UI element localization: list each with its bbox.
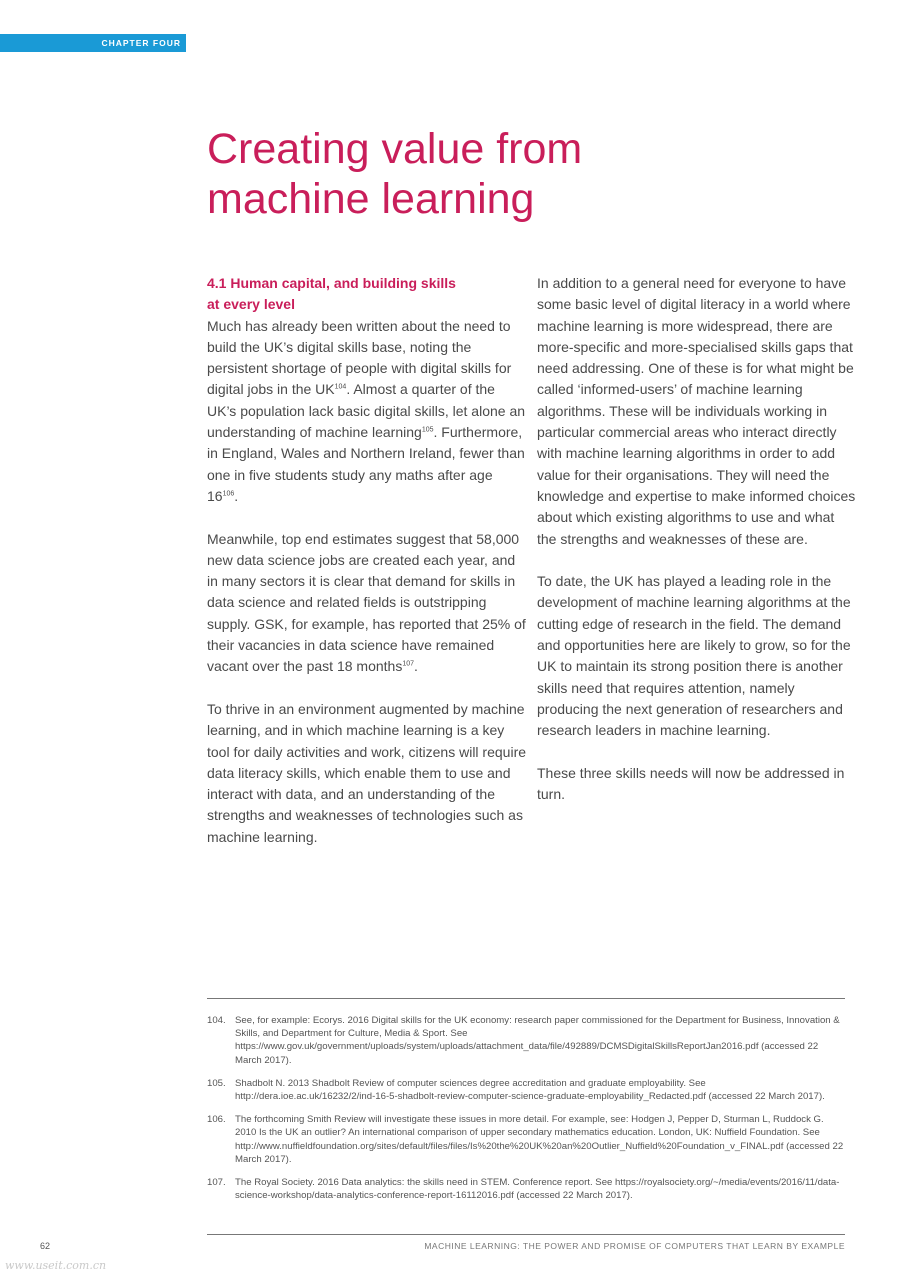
left-column bbox=[207, 273, 527, 869]
paragraph-text: Much has already been written about the need to build the UK’s digital skills base, noting the persistent shortage of people with digital skills for digital jobs in the UK bbox=[207, 317, 512, 398]
paragraph: These three skills needs will now be addressed in turn. bbox=[537, 764, 845, 803]
paragraph: In addition to a general need for everyone to have some basic level of digital literacy in a world where machine learning is more widespread, there are more-specific and more-specialised skills gaps that need addressing. One of these is for what might be called ‘informed-users’ of machine learning algorithms. These will be individuals working in particular commercial areas who interact directly with machine learning algorithms in order to add value for their organisations. They will need the knowledge and expertise to make informed choices about which existing algorithms to use and what the strengths and weaknesses of these are. bbox=[537, 275, 856, 547]
page-title bbox=[207, 124, 827, 224]
footnote bbox=[207, 1077, 847, 1103]
paragraph bbox=[207, 529, 527, 678]
footnote-ref[interactable]: 104 bbox=[334, 383, 347, 391]
section-heading-line: at every level bbox=[207, 296, 295, 313]
footnote-number: 105. bbox=[207, 1077, 226, 1089]
footnote bbox=[207, 1176, 847, 1202]
footnote-divider bbox=[207, 998, 845, 999]
right-column bbox=[537, 273, 857, 827]
section-heading-line: 4.1 Human capital, and building skills bbox=[207, 275, 456, 291]
paragraph-text: . Furthermore, in England, Wales and Northern Ireland, fewer than one in five students study any maths after age 16 bbox=[207, 424, 525, 504]
footnote-number: 106. bbox=[207, 1114, 226, 1126]
page-number: 62 bbox=[40, 1241, 51, 1251]
footnote-number: 104. bbox=[207, 1015, 226, 1026]
paragraph-text: . Almost a quarter of the UK’s population lack basic digital skills, let alone an understanding of machine learning bbox=[207, 381, 526, 441]
title-line: machine learning bbox=[207, 175, 535, 223]
title-line: Creating value from bbox=[207, 125, 583, 173]
paragraph: To thrive in an environment augmented by machine learning, and in which machine learning is a key tool for daily activities and work, citizens will require data literacy skills, which enable them to use and interact with data, and an understanding of the strengths and weaknesses of technologies such as machine learning. bbox=[207, 700, 527, 845]
footnotes bbox=[207, 1014, 847, 1212]
footnote bbox=[207, 1113, 847, 1166]
footnote-ref[interactable]: 105 bbox=[421, 426, 434, 434]
paragraph-text: . bbox=[234, 487, 239, 504]
paragraph bbox=[207, 316, 527, 508]
watermark: www.useit.com.cn bbox=[5, 1259, 107, 1272]
footnote-ref[interactable]: 107 bbox=[402, 660, 415, 668]
footnote-text: See, for example: Ecorys. 2016 Digital skills for the UK economy: research paper commissioned for the Department for Business, Innovation & Skills, and Department for Culture, Media & Sport. See https://www.gov.uk/government/uploads/system/uploads/attachment_data/file/492889/DCMSDigitalSkillsReportJan2016.pdf (accessed 22 March 2017). bbox=[235, 1015, 840, 1066]
running-title: MACHINE LEARNING: THE POWER AND PROMISE OF COMPUTERS THAT LEARN BY EXAMPLE bbox=[424, 1241, 845, 1251]
section-heading bbox=[207, 273, 527, 316]
footnote bbox=[207, 1014, 847, 1067]
footnote-number: 107. bbox=[207, 1177, 226, 1189]
footnote-text: The Royal Society. 2016 Data analytics: the skills need in STEM. Conference report. See https://royalsociety.org/~/media/events/2016/11/data-science-workshop/data-analytics-conference-report-16112016.pdf (accessed 22 March 2017). bbox=[235, 1177, 840, 1202]
paragraph: To date, the UK has played a leading role in the development of machine learning algorithms at the cutting edge of research in the field. The demand and opportunities here are likely to grow, so for the UK to maintain its strong position there is another skills need that requires attention, namely producing the next generation of researchers and research leaders in machine learning. bbox=[537, 573, 851, 739]
paragraph-text: . bbox=[414, 658, 418, 675]
paragraph-text: Meanwhile, top end estimates suggest that 58,000 new data science jobs are created each year, and in many sectors it is clear that demand for skills in data science and related fields is outstripping supply. GSK, for example, has reported that 25% of their vacancies in data science have remained vacant over the past 18 months bbox=[207, 530, 526, 675]
footnote-text: Shadbolt N. 2013 Shadbolt Review of computer sciences degree accreditation and graduate employability. See http://dera.ioe.ac.uk/16232/2/ind-16-5-shadbolt-review-computer-science-graduate-employability_Redacted.pdf (accessed 22 March 2017). bbox=[235, 1077, 825, 1103]
footnote-text: The forthcoming Smith Review will investigate these issues in more detail. For example, see: Hodgen J, Pepper D, Sturman L, Ruddock G. 2010 Is the UK an outlier? An international comparison of upper secondary mathematics education. London, UK: Nuffield Foundation. See http://www.nuffieldfoundation.org/sites/default/files/files/Is%20the%20UK%20an%20Outlier_Nuffield%20Foundation_v_FINAL.pdf (accessed 22 March 2017). bbox=[235, 1114, 844, 1165]
footnote-ref[interactable]: 106 bbox=[222, 490, 235, 498]
footer-divider bbox=[207, 1234, 845, 1235]
chapter-label: CHAPTER FOUR bbox=[0, 34, 186, 52]
